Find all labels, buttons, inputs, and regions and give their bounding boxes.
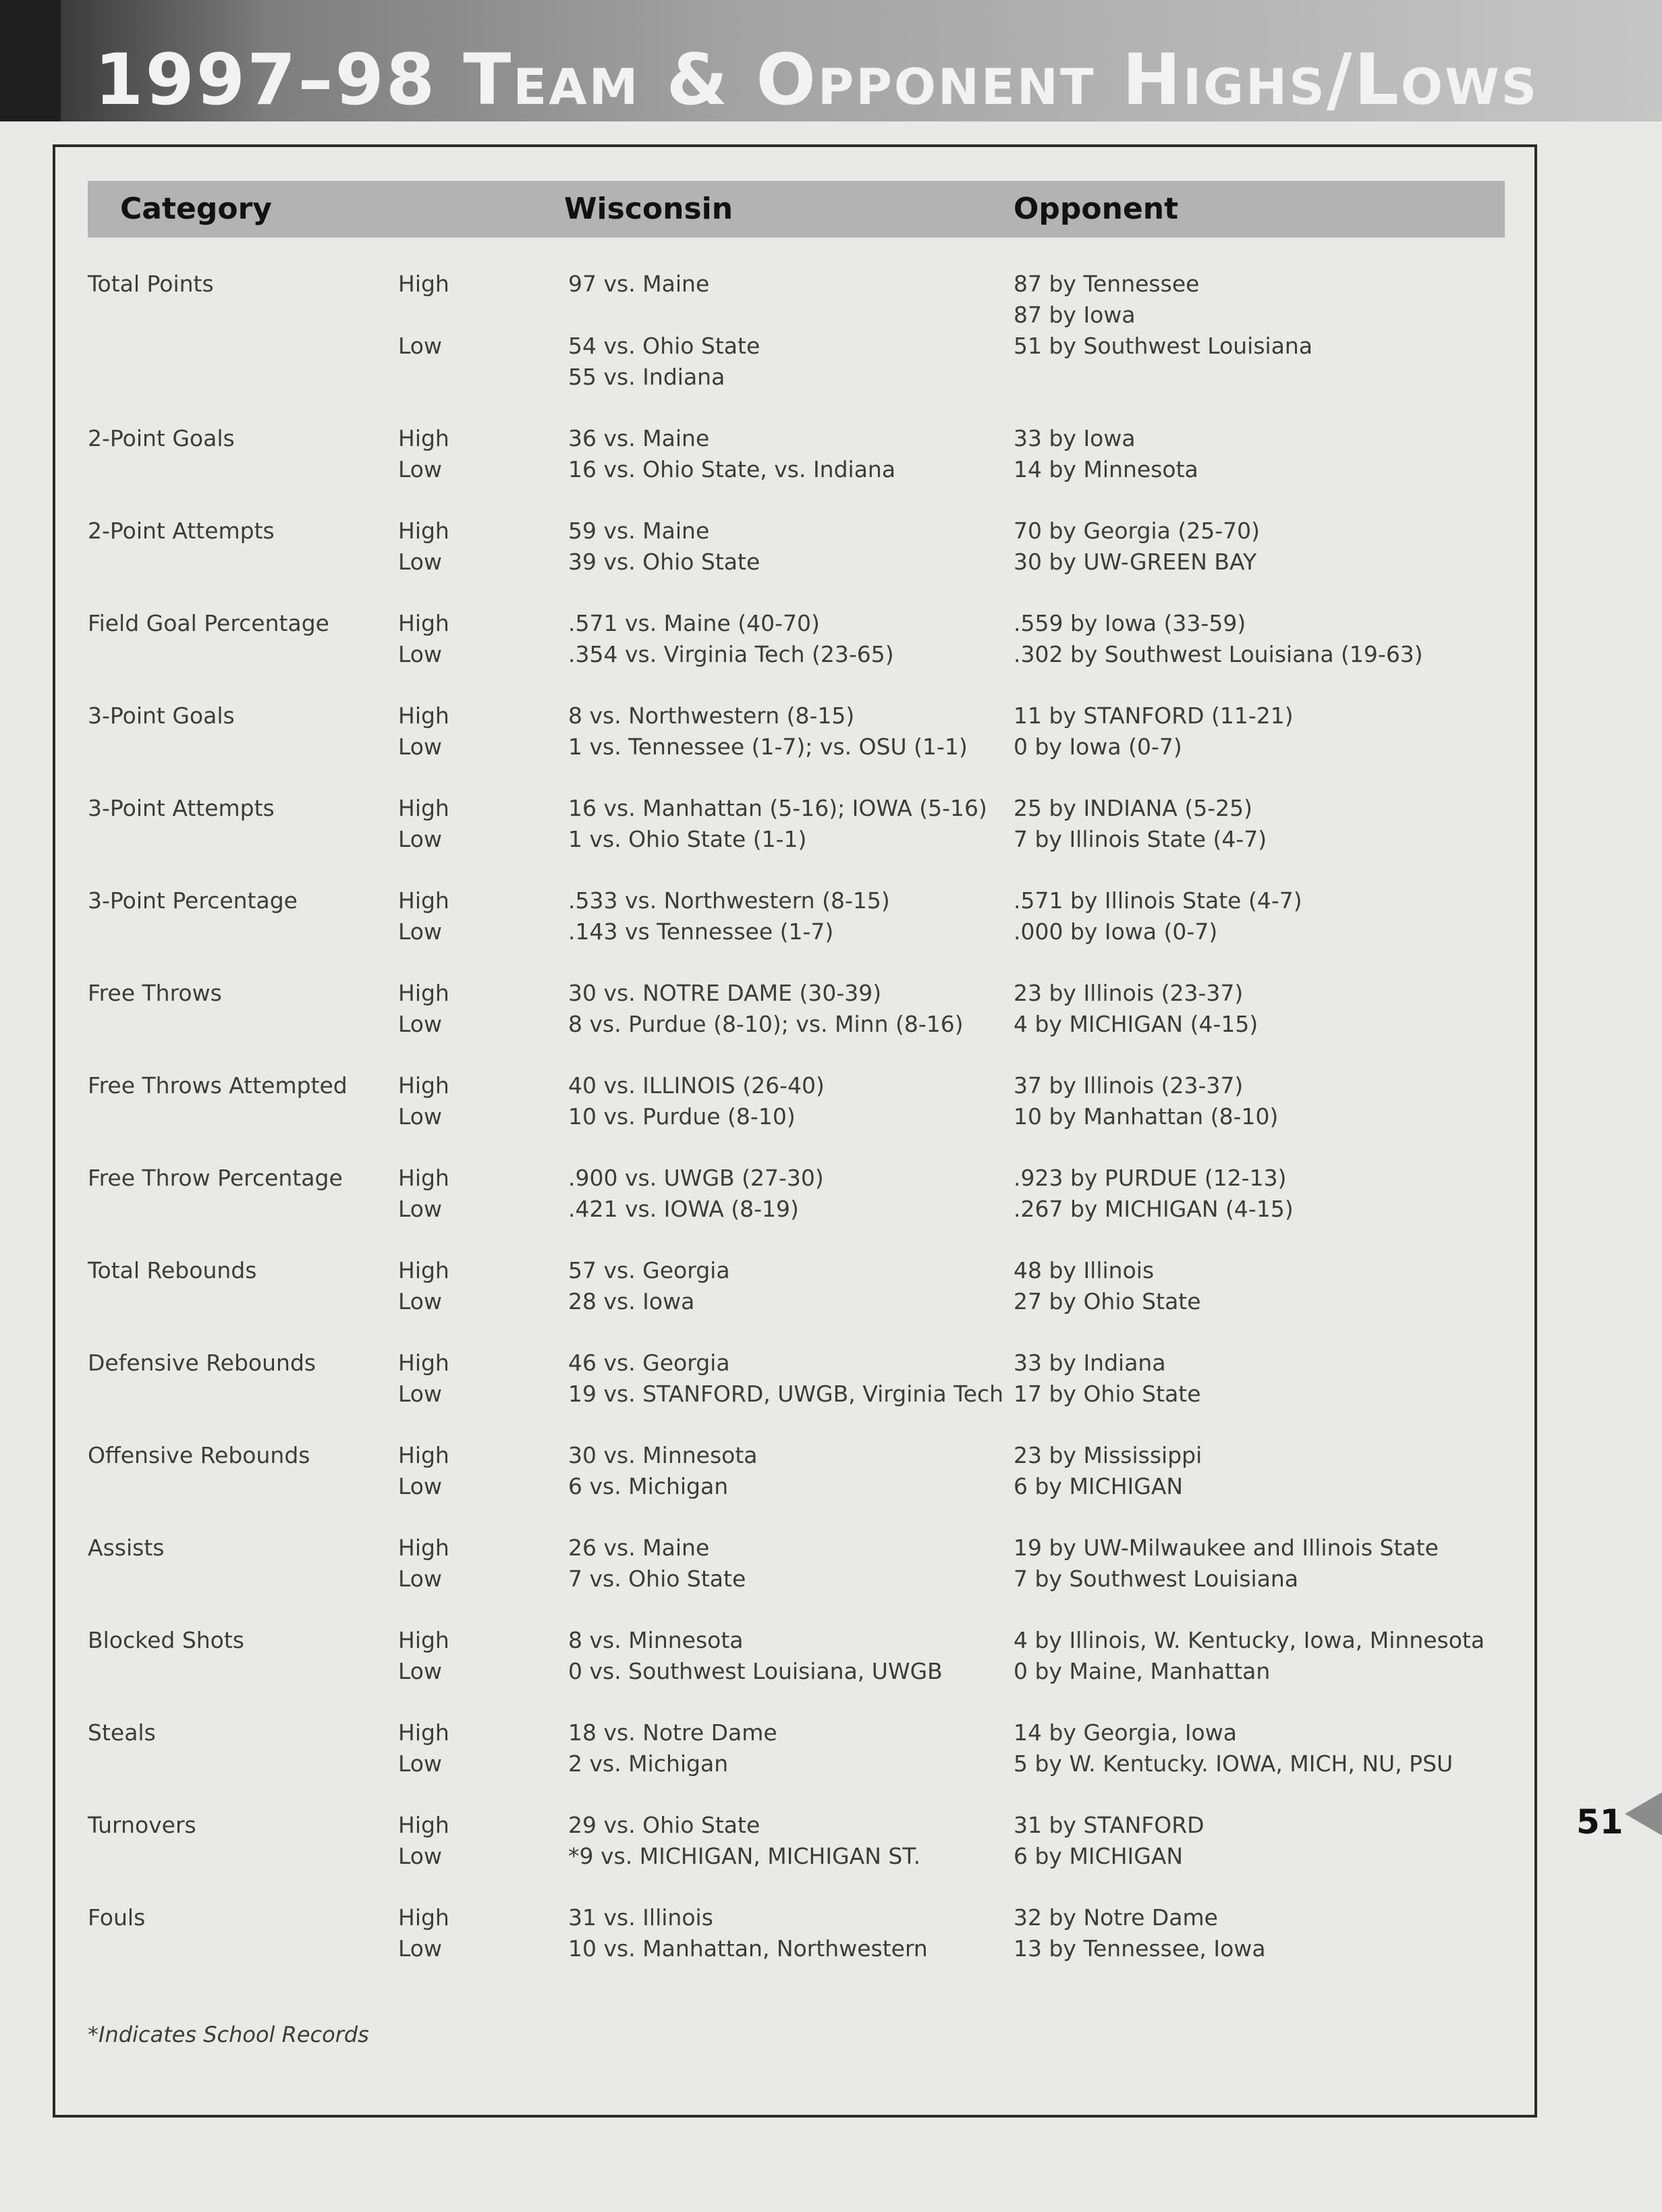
high-label: High — [398, 1904, 449, 1931]
table-row — [0, 1902, 1662, 1995]
opponent-cell — [1014, 1532, 1439, 1595]
page-number: 51 — [1576, 1802, 1624, 1842]
category-label: Total Rebounds — [88, 1257, 257, 1283]
wisconsin-cell-high-value: 30 vs. NOTRE DAME (30-39) — [568, 980, 882, 1006]
level-cell — [398, 423, 449, 485]
level-cell — [398, 1625, 449, 1687]
category-cell — [88, 885, 298, 916]
level-cell — [398, 1902, 449, 1964]
wisconsin-cell-high-value: 57 vs. Georgia — [568, 1257, 730, 1283]
category-cell — [88, 1717, 156, 1748]
category-cell — [88, 1625, 244, 1656]
high-label: High — [398, 980, 449, 1006]
opponent-cell-high-value: .559 by Iowa (33-59) — [1014, 610, 1246, 636]
wisconsin-cell-high-value: .533 vs. Northwestern (8-15) — [568, 887, 890, 914]
wisconsin-cell-low-value: *9 vs. MICHIGAN, MICHIGAN ST. — [568, 1843, 921, 1869]
wisconsin-cell-high-value: 8 vs. Northwestern (8-15) — [568, 702, 855, 729]
table-row — [0, 1348, 1662, 1440]
level-cell — [398, 1440, 449, 1502]
wisconsin-cell-low-value: 2 vs. Michigan — [568, 1750, 729, 1777]
category-label: Total Points — [88, 271, 214, 297]
wisconsin-cell-low-value: 19 vs. STANFORD, UWGB, Virginia Tech — [568, 1381, 1004, 1407]
category-label: 3-Point Attempts — [88, 795, 275, 821]
wisconsin-cell — [568, 700, 968, 763]
opponent-cell — [1014, 516, 1260, 578]
wisconsin-cell-high-value: 31 vs. Illinois — [568, 1904, 713, 1931]
opponent-cell — [1014, 700, 1294, 763]
table-row — [0, 793, 1662, 885]
table-body — [0, 269, 1662, 1995]
category-label: Free Throws Attempted — [88, 1072, 348, 1099]
opponent-cell — [1014, 1255, 1201, 1317]
category-label: Defensive Rebounds — [88, 1350, 316, 1376]
level-cell — [398, 793, 449, 855]
wisconsin-cell — [568, 1440, 758, 1502]
opponent-cell — [1014, 978, 1258, 1040]
footnote: *Indicates School Records — [88, 2022, 369, 2047]
opponent-cell-high-value: 19 by UW-Milwaukee and Illinois State — [1014, 1534, 1439, 1561]
table-row — [0, 1532, 1662, 1625]
wisconsin-cell — [568, 793, 987, 855]
wisconsin-cell-low-value: 1 vs. Ohio State (1-1) — [568, 826, 807, 852]
opponent-cell — [1014, 1810, 1204, 1872]
wisconsin-cell-low-value: 6 vs. Michigan — [568, 1473, 729, 1499]
opponent-cell-low-value: 10 by Manhattan (8-10) — [1014, 1103, 1279, 1130]
level-cell — [398, 1810, 449, 1872]
high-label: High — [398, 610, 449, 636]
category-label: 2-Point Attempts — [88, 518, 275, 544]
table-row — [0, 1070, 1662, 1163]
low-label: Low — [398, 1103, 442, 1130]
wisconsin-cell-high-value: .900 vs. UWGB (27-30) — [568, 1165, 824, 1191]
high-label: High — [398, 271, 449, 297]
level-cell — [398, 269, 449, 362]
low-label: Low — [398, 1566, 442, 1592]
wisconsin-cell-high-value: 36 vs. Maine — [568, 425, 710, 451]
high-label: High — [398, 1257, 449, 1283]
low-label: Low — [398, 641, 442, 667]
opponent-cell — [1014, 885, 1302, 947]
opponent-cell-low-value: 7 by Southwest Louisiana — [1014, 1566, 1299, 1592]
wisconsin-cell-high-value: 59 vs. Maine — [568, 518, 710, 544]
opponent-cell — [1014, 1902, 1266, 1964]
wisconsin-cell — [568, 1348, 1003, 1410]
opponent-cell-high-value: 31 by STANFORD — [1014, 1812, 1204, 1838]
opponent-cell-high-value: 87 by Tennessee — [1014, 271, 1200, 297]
wisconsin-cell-low-value: 8 vs. Purdue (8-10); vs. Minn (8-16) — [568, 1011, 964, 1037]
opponent-cell — [1014, 1070, 1278, 1132]
category-cell — [88, 516, 275, 547]
wisconsin-cell-low-value: 39 vs. Ohio State — [568, 549, 760, 575]
level-cell — [398, 1163, 449, 1225]
low-label: Low — [398, 826, 442, 852]
table-row — [0, 1255, 1662, 1348]
opponent-cell-low-value: 0 by Iowa (0-7) — [1014, 734, 1182, 760]
opponent-cell — [1014, 793, 1267, 855]
title-bar — [0, 0, 1662, 121]
category-label: Field Goal Percentage — [88, 610, 329, 636]
opponent-cell-low-value: 4 by MICHIGAN (4-15) — [1014, 1011, 1258, 1037]
opponent-cell-high-value: .571 by Illinois State (4-7) — [1014, 887, 1302, 914]
level-cell — [398, 1255, 449, 1317]
opponent-cell-high-value: 33 by Iowa — [1014, 425, 1136, 451]
spacer — [398, 300, 449, 331]
category-label: 3-Point Goals — [88, 702, 235, 729]
title-bar-dark-edge — [0, 0, 61, 121]
opponent-cell-high-value: 11 by STANFORD (11-21) — [1014, 702, 1294, 729]
wisconsin-cell — [568, 269, 760, 393]
wisconsin-cell-high-value: 18 vs. Notre Dame — [568, 1719, 777, 1746]
wisconsin-cell-low-value: 10 vs. Purdue (8-10) — [568, 1103, 796, 1130]
category-cell — [88, 269, 214, 300]
category-label: 3-Point Percentage — [88, 887, 298, 914]
level-cell — [398, 1717, 449, 1779]
table-row — [0, 1625, 1662, 1717]
opponent-cell-high-value: 23 by Illinois (23-37) — [1014, 980, 1244, 1006]
low-label: Low — [398, 1843, 442, 1869]
wisconsin-cell-low-value: 1 vs. Tennessee (1-7); vs. OSU (1-1) — [568, 734, 968, 760]
table-row — [0, 1163, 1662, 1255]
high-label: High — [398, 1442, 449, 1468]
wisconsin-cell-low-value: .354 vs. Virginia Tech (23-65) — [568, 641, 894, 667]
opponent-cell-high-value: 48 by Illinois — [1014, 1257, 1155, 1283]
wisconsin-cell-high-value: 29 vs. Ohio State — [568, 1812, 760, 1838]
opponent-cell-low-value: 17 by Ohio State — [1014, 1381, 1201, 1407]
category-cell — [88, 978, 222, 1009]
table-row — [0, 423, 1662, 516]
high-label: High — [398, 795, 449, 821]
wisconsin-cell — [568, 1902, 928, 1964]
wisconsin-cell — [568, 978, 964, 1040]
opponent-cell-low-value: 7 by Illinois State (4-7) — [1014, 826, 1267, 852]
level-cell — [398, 700, 449, 763]
wisconsin-cell-low-value: .143 vs Tennessee (1-7) — [568, 918, 834, 945]
wisconsin-cell — [568, 1255, 730, 1317]
category-label: Assists — [88, 1534, 165, 1561]
wisconsin-cell — [568, 1810, 920, 1872]
opponent-cell — [1014, 1440, 1202, 1502]
opponent-cell-high-value: 32 by Notre Dame — [1014, 1904, 1218, 1931]
opponent-cell-high-value: 25 by INDIANA (5-25) — [1014, 795, 1252, 821]
level-cell — [398, 1532, 449, 1595]
low-label: Low — [398, 333, 442, 359]
category-cell — [88, 793, 275, 824]
category-label: Fouls — [88, 1904, 146, 1931]
wisconsin-cell — [568, 608, 894, 670]
opponent-cell — [1014, 1348, 1201, 1410]
wisconsin-cell-low-value: 16 vs. Ohio State, vs. Indiana — [568, 456, 896, 482]
low-label: Low — [398, 734, 442, 760]
wisconsin-cell-low-value: 28 vs. Iowa — [568, 1288, 695, 1315]
level-cell — [398, 1348, 449, 1410]
level-cell — [398, 516, 449, 578]
opponent-cell-high-value: 4 by Illinois, W. Kentucky, Iowa, Minnesota — [1014, 1627, 1485, 1653]
high-label: High — [398, 1812, 449, 1838]
table-row — [0, 269, 1662, 423]
opponent-cell-low-value: 0 by Maine, Manhattan — [1014, 1658, 1271, 1684]
high-label: High — [398, 1627, 449, 1653]
high-label: High — [398, 425, 449, 451]
level-cell — [398, 1070, 449, 1132]
low-label: Low — [398, 1658, 442, 1684]
table-row — [0, 700, 1662, 793]
wisconsin-cell-high-value: 30 vs. Minnesota — [568, 1442, 758, 1468]
wisconsin-cell-high-value: 46 vs. Georgia — [568, 1350, 730, 1376]
category-label: Offensive Rebounds — [88, 1442, 310, 1468]
category-cell — [88, 1163, 343, 1194]
opponent-cell-low-value: 13 by Tennessee, Iowa — [1014, 1935, 1266, 1962]
wisconsin-cell-high-value: 40 vs. ILLINOIS (26-40) — [568, 1072, 825, 1099]
spacer — [568, 300, 760, 331]
level-cell — [398, 978, 449, 1040]
category-cell — [88, 1902, 145, 1933]
opponent-cell — [1014, 608, 1423, 670]
page-title: 1997–98 Team & Opponent Highs/Lows — [94, 38, 1539, 121]
opponent-cell — [1014, 1717, 1453, 1779]
level-cell — [398, 885, 449, 947]
opponent-cell-high-value: 23 by Mississippi — [1014, 1442, 1202, 1468]
table-row — [0, 1810, 1662, 1902]
wisconsin-cell — [568, 423, 895, 485]
opponent-cell-low-value: 5 by W. Kentucky. IOWA, MICH, NU, PSU — [1014, 1750, 1453, 1777]
wisconsin-cell — [568, 1532, 746, 1595]
opponent-cell-low-value: .000 by Iowa (0-7) — [1014, 918, 1218, 945]
opponent-cell-low-value: 14 by Minnesota — [1014, 456, 1198, 482]
low-label: Low — [398, 1381, 442, 1407]
wisconsin-cell-low-value: .421 vs. IOWA (8-19) — [568, 1196, 799, 1222]
table-row — [0, 516, 1662, 608]
low-label: Low — [398, 456, 442, 482]
wisconsin-cell-high-value: 97 vs. Maine — [568, 271, 710, 297]
category-cell — [88, 700, 235, 731]
table-row — [0, 1717, 1662, 1810]
category-label: Steals — [88, 1719, 156, 1746]
category-label: Free Throws — [88, 980, 222, 1006]
low-label: Low — [398, 1288, 442, 1315]
high-label: High — [398, 1719, 449, 1746]
opponent-cell — [1014, 269, 1312, 362]
high-label: High — [398, 1534, 449, 1561]
category-label: Turnovers — [88, 1812, 196, 1838]
low-label: Low — [398, 918, 442, 945]
table-row — [0, 885, 1662, 978]
page-arrow-icon — [1625, 1792, 1662, 1835]
opponent-cell-high-value: 14 by Georgia, Iowa — [1014, 1719, 1237, 1746]
wisconsin-cell — [568, 1163, 824, 1225]
low-label: Low — [398, 1196, 442, 1222]
category-cell — [88, 1348, 316, 1379]
opponent-cell — [1014, 1625, 1485, 1687]
category-label: Free Throw Percentage — [88, 1165, 343, 1191]
opponent-cell-high-value: .923 by PURDUE (12-13) — [1014, 1165, 1287, 1191]
high-label: High — [398, 887, 449, 914]
wisconsin-cell — [568, 516, 760, 578]
opponent-cell-low-value: 27 by Ohio State — [1014, 1288, 1201, 1315]
wisconsin-cell-high-value: 8 vs. Minnesota — [568, 1627, 744, 1653]
wisconsin-cell-low-value: 10 vs. Manhattan, Northwestern — [568, 1935, 928, 1962]
high-label: High — [398, 1072, 449, 1099]
table-row — [0, 978, 1662, 1070]
category-label: 2-Point Goals — [88, 425, 235, 451]
table-row — [0, 1440, 1662, 1532]
table-row — [0, 608, 1662, 700]
category-cell — [88, 1532, 164, 1564]
opponent-cell-low-value: 6 by MICHIGAN — [1014, 1473, 1184, 1499]
wisconsin-cell — [568, 1070, 825, 1132]
wisconsin-cell — [568, 1717, 777, 1779]
high-label: High — [398, 518, 449, 544]
high-label: High — [398, 1165, 449, 1191]
wisconsin-cell-high-value: 16 vs. Manhattan (5-16); IOWA (5-16) — [568, 795, 987, 821]
high-label: High — [398, 702, 449, 729]
header-wisconsin: Wisconsin — [564, 192, 733, 226]
wisconsin-cell — [568, 1625, 943, 1687]
opponent-cell-low-value: 30 by UW-GREEN BAY — [1014, 549, 1257, 575]
wisconsin-cell-low-value: 54 vs. Ohio State — [568, 333, 760, 359]
category-cell — [88, 1255, 256, 1286]
wisconsin-cell-low-value: 0 vs. Southwest Louisiana, UWGB — [568, 1658, 943, 1684]
header-category: Category — [120, 192, 272, 226]
opponent-cell-high-value: 70 by Georgia (25-70) — [1014, 518, 1260, 544]
opponent-cell-low-value: 51 by Southwest Louisiana — [1014, 333, 1313, 359]
category-cell — [88, 1810, 196, 1841]
opponent-cell-low-value: .267 by MICHIGAN (4-15) — [1014, 1196, 1294, 1222]
opponent-cell-high-value: 37 by Illinois (23-37) — [1014, 1072, 1244, 1099]
low-label: Low — [398, 549, 442, 575]
category-cell — [88, 608, 329, 639]
level-cell — [398, 608, 449, 670]
low-label: Low — [398, 1473, 442, 1499]
low-label: Low — [398, 1935, 442, 1962]
category-cell — [88, 1440, 310, 1471]
high-label: High — [398, 1350, 449, 1376]
opponent-cell — [1014, 1163, 1294, 1225]
wisconsin-cell-high-value: .571 vs. Maine (40-70) — [568, 610, 820, 636]
table-header-bar — [88, 181, 1505, 238]
low-label: Low — [398, 1011, 442, 1037]
opponent-cell-high-value: 33 by Indiana — [1014, 1350, 1166, 1376]
opponent-cell — [1014, 423, 1198, 485]
wisconsin-cell-high-value: 26 vs. Maine — [568, 1534, 710, 1561]
wisconsin-cell — [568, 885, 890, 947]
category-cell — [88, 423, 235, 454]
opponent-cell-low-value: .302 by Southwest Louisiana (19-63) — [1014, 641, 1423, 667]
low-label: Low — [398, 1750, 442, 1777]
header-opponent: Opponent — [1014, 192, 1179, 226]
category-cell — [88, 1070, 348, 1101]
opponent-cell-low-value: 6 by MICHIGAN — [1014, 1843, 1184, 1869]
opponent-cell-high-value: 87 by Iowa — [1014, 302, 1136, 328]
category-label: Blocked Shots — [88, 1627, 244, 1653]
wisconsin-cell-low-value: 7 vs. Ohio State — [568, 1566, 746, 1592]
wisconsin-cell-low-value: 55 vs. Indiana — [568, 364, 725, 390]
